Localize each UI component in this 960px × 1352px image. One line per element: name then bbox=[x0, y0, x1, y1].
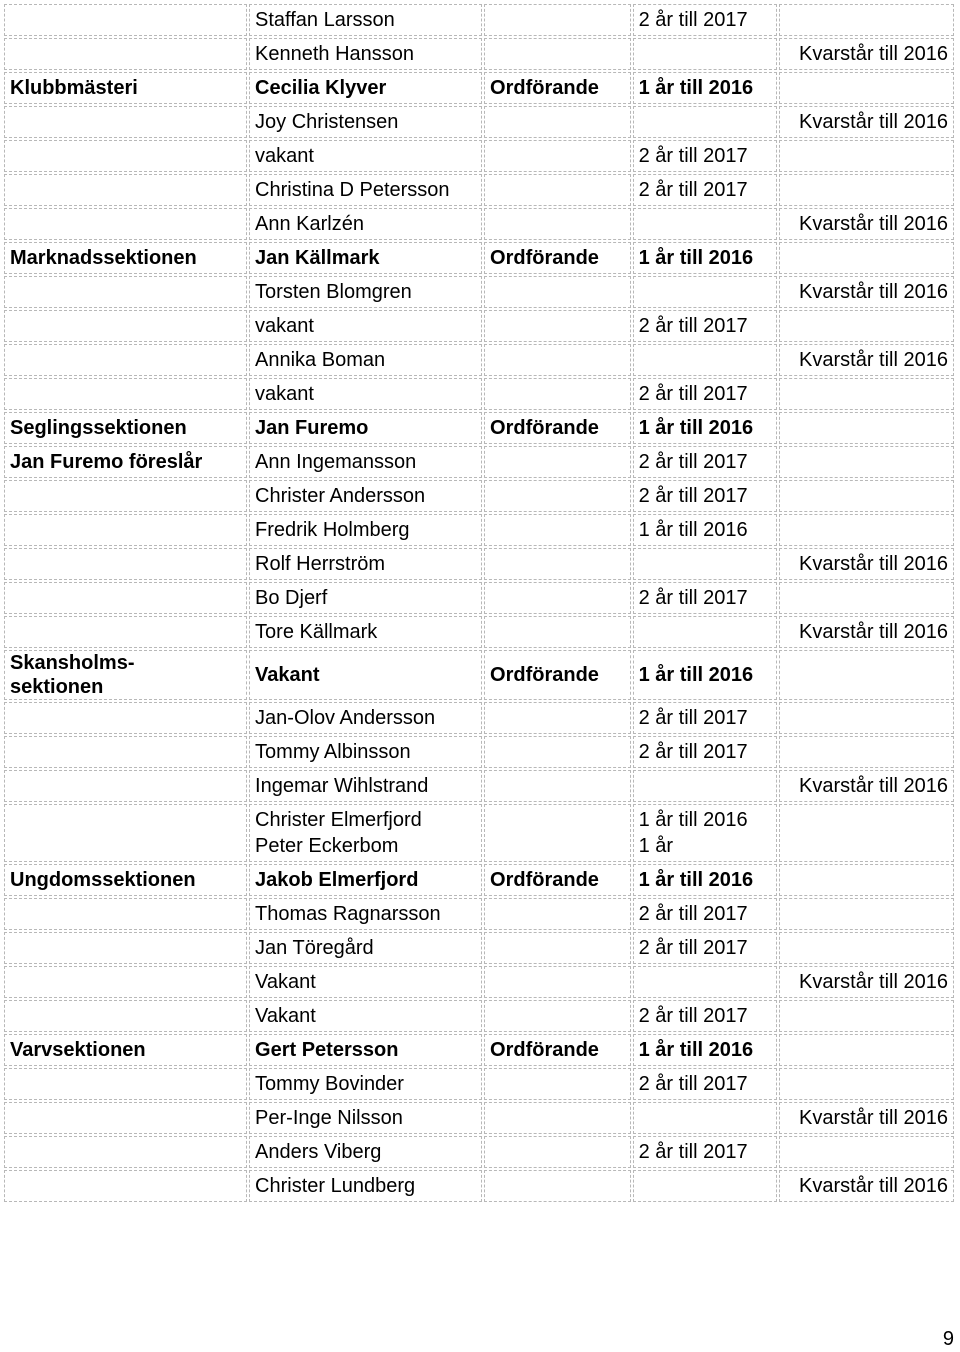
section-cell bbox=[4, 344, 247, 376]
section-cell: Marknadssektionen bbox=[4, 242, 247, 274]
status-cell: Kvarstår till 2016 bbox=[779, 770, 954, 802]
member-name-cell: Tommy Bovinder bbox=[249, 1068, 482, 1100]
member-name-cell: Jan Furemo bbox=[249, 412, 482, 444]
term-cell: 1 år till 2016 bbox=[633, 864, 778, 896]
section-cell bbox=[4, 582, 247, 614]
section-cell bbox=[4, 966, 247, 998]
term-cell: 2 år till 2017 bbox=[633, 932, 778, 964]
member-name-cell: Tommy Albinsson bbox=[249, 736, 482, 768]
section-cell: Seglingssektionen bbox=[4, 412, 247, 444]
term-cell: 2 år till 2017 bbox=[633, 898, 778, 930]
status-cell bbox=[779, 140, 954, 172]
status-cell: Kvarstår till 2016 bbox=[779, 1102, 954, 1134]
roster-row bbox=[4, 702, 954, 734]
section-cell bbox=[4, 38, 247, 70]
status-cell bbox=[779, 1000, 954, 1032]
section-cell bbox=[4, 548, 247, 580]
role-cell bbox=[484, 1136, 631, 1168]
term-cell: 1 år till 2016 bbox=[633, 650, 778, 700]
term-cell bbox=[633, 344, 778, 376]
roster-row bbox=[4, 1102, 954, 1134]
role-cell: Ordförande bbox=[484, 412, 631, 444]
status-cell bbox=[779, 72, 954, 104]
member-name-cell: Ingemar Wihlstrand bbox=[249, 770, 482, 802]
status-cell: Kvarstår till 2016 bbox=[779, 966, 954, 998]
member-name-cell: Rolf Herrström bbox=[249, 548, 482, 580]
section-cell bbox=[4, 310, 247, 342]
status-cell: Kvarstår till 2016 bbox=[779, 1170, 954, 1202]
role-cell bbox=[484, 378, 631, 410]
section-cell bbox=[4, 174, 247, 206]
status-cell bbox=[779, 514, 954, 546]
role-cell bbox=[484, 344, 631, 376]
section-cell: Klubbmästeri bbox=[4, 72, 247, 104]
term-cell: 1 år till 2016 bbox=[633, 242, 778, 274]
status-cell: Kvarstår till 2016 bbox=[779, 106, 954, 138]
status-cell: Kvarstår till 2016 bbox=[779, 208, 954, 240]
status-cell bbox=[779, 242, 954, 274]
roster-row bbox=[4, 72, 954, 104]
term-cell bbox=[633, 208, 778, 240]
member-name-cell: Vakant bbox=[249, 1000, 482, 1032]
role-cell bbox=[484, 616, 631, 648]
section-cell bbox=[4, 106, 247, 138]
roster-row bbox=[4, 38, 954, 70]
member-name-cell: Kenneth Hansson bbox=[249, 38, 482, 70]
member-name-cell: Jan Källmark bbox=[249, 242, 482, 274]
status-cell: Kvarstår till 2016 bbox=[779, 38, 954, 70]
status-cell bbox=[779, 378, 954, 410]
member-name-cell: Christer Andersson bbox=[249, 480, 482, 512]
member-name-cell: Fredrik Holmberg bbox=[249, 514, 482, 546]
term-cell bbox=[633, 616, 778, 648]
roster-row bbox=[4, 864, 954, 896]
term-cell: 2 år till 2017 bbox=[633, 1136, 778, 1168]
role-cell: Ordförande bbox=[484, 1034, 631, 1066]
status-cell: Kvarstår till 2016 bbox=[779, 616, 954, 648]
term-cell bbox=[633, 1170, 778, 1202]
role-cell bbox=[484, 804, 631, 862]
member-name-cell: Ann Ingemansson bbox=[249, 446, 482, 478]
role-cell bbox=[484, 514, 631, 546]
member-name-cell: Torsten Blomgren bbox=[249, 276, 482, 308]
roster-row bbox=[4, 898, 954, 930]
roster-row bbox=[4, 344, 954, 376]
role-cell bbox=[484, 38, 631, 70]
roster-row bbox=[4, 650, 954, 700]
member-name-cell: vakant bbox=[249, 378, 482, 410]
member-name-cell: Vakant bbox=[249, 650, 482, 700]
section-cell bbox=[4, 4, 247, 36]
role-cell: Ordförande bbox=[484, 650, 631, 700]
section-cell bbox=[4, 1170, 247, 1202]
status-cell bbox=[779, 582, 954, 614]
section-cell bbox=[4, 804, 247, 862]
roster-row bbox=[4, 1000, 954, 1032]
status-cell bbox=[779, 702, 954, 734]
role-cell bbox=[484, 582, 631, 614]
roster-row bbox=[4, 140, 954, 172]
role-cell bbox=[484, 276, 631, 308]
roster-row bbox=[4, 412, 954, 444]
member-name-cell: Jakob Elmerfjord bbox=[249, 864, 482, 896]
term-cell: 2 år till 2017 bbox=[633, 736, 778, 768]
roster-row bbox=[4, 106, 954, 138]
term-cell bbox=[633, 966, 778, 998]
section-cell bbox=[4, 702, 247, 734]
status-cell bbox=[779, 1136, 954, 1168]
term-cell: 1 år till 2016 1 år bbox=[633, 804, 778, 862]
status-cell bbox=[779, 4, 954, 36]
roster-row bbox=[4, 736, 954, 768]
member-name-cell: Thomas Ragnarsson bbox=[249, 898, 482, 930]
roster-row bbox=[4, 548, 954, 580]
member-name-cell: Jan-Olov Andersson bbox=[249, 702, 482, 734]
member-name-cell: vakant bbox=[249, 310, 482, 342]
term-cell: 2 år till 2017 bbox=[633, 174, 778, 206]
member-name-cell: Joy Christensen bbox=[249, 106, 482, 138]
term-cell bbox=[633, 770, 778, 802]
status-cell bbox=[779, 898, 954, 930]
member-name-cell: Christina D Petersson bbox=[249, 174, 482, 206]
role-cell bbox=[484, 702, 631, 734]
section-cell bbox=[4, 208, 247, 240]
role-cell: Ordförande bbox=[484, 72, 631, 104]
term-cell: 2 år till 2017 bbox=[633, 702, 778, 734]
role-cell: Ordförande bbox=[484, 864, 631, 896]
roster-row bbox=[4, 770, 954, 802]
section-cell bbox=[4, 140, 247, 172]
section-cell bbox=[4, 1000, 247, 1032]
section-cell bbox=[4, 616, 247, 648]
section-cell bbox=[4, 1102, 247, 1134]
roster-row bbox=[4, 1068, 954, 1100]
role-cell bbox=[484, 770, 631, 802]
role-cell bbox=[484, 736, 631, 768]
term-cell: 2 år till 2017 bbox=[633, 140, 778, 172]
role-cell bbox=[484, 1000, 631, 1032]
roster-row bbox=[4, 966, 954, 998]
member-name-cell: Christer Lundberg bbox=[249, 1170, 482, 1202]
term-cell: 1 år till 2016 bbox=[633, 72, 778, 104]
member-name-cell: Annika Boman bbox=[249, 344, 482, 376]
section-cell bbox=[4, 898, 247, 930]
term-cell: 2 år till 2017 bbox=[633, 1000, 778, 1032]
roster-row bbox=[4, 4, 954, 36]
roster-body bbox=[4, 4, 954, 1202]
term-cell bbox=[633, 38, 778, 70]
member-name-cell: Vakant bbox=[249, 966, 482, 998]
member-name-cell: Bo Djerf bbox=[249, 582, 482, 614]
roster-table bbox=[2, 2, 956, 1204]
section-cell bbox=[4, 1136, 247, 1168]
section-cell bbox=[4, 276, 247, 308]
role-cell: Ordförande bbox=[484, 242, 631, 274]
status-cell bbox=[779, 446, 954, 478]
section-cell: Ungdomssektionen bbox=[4, 864, 247, 896]
roster-row bbox=[4, 1136, 954, 1168]
roster-row bbox=[4, 480, 954, 512]
member-name-cell: vakant bbox=[249, 140, 482, 172]
role-cell bbox=[484, 1102, 631, 1134]
role-cell bbox=[484, 932, 631, 964]
roster-row bbox=[4, 446, 954, 478]
status-cell bbox=[779, 174, 954, 206]
term-cell: 2 år till 2017 bbox=[633, 446, 778, 478]
term-cell bbox=[633, 1102, 778, 1134]
roster-row bbox=[4, 378, 954, 410]
role-cell bbox=[484, 208, 631, 240]
status-cell: Kvarstår till 2016 bbox=[779, 276, 954, 308]
roster-row bbox=[4, 310, 954, 342]
section-cell: Varvsektionen bbox=[4, 1034, 247, 1066]
member-name-cell: Per-Inge Nilsson bbox=[249, 1102, 482, 1134]
status-cell bbox=[779, 736, 954, 768]
role-cell bbox=[484, 480, 631, 512]
status-cell: Kvarstår till 2016 bbox=[779, 548, 954, 580]
role-cell bbox=[484, 310, 631, 342]
roster-row bbox=[4, 1034, 954, 1066]
member-name-cell: Staffan Larsson bbox=[249, 4, 482, 36]
role-cell bbox=[484, 4, 631, 36]
section-cell bbox=[4, 480, 247, 512]
roster-row bbox=[4, 582, 954, 614]
roster-row bbox=[4, 174, 954, 206]
role-cell bbox=[484, 548, 631, 580]
roster-row bbox=[4, 276, 954, 308]
roster-row bbox=[4, 208, 954, 240]
status-cell bbox=[779, 412, 954, 444]
term-cell: 1 år till 2016 bbox=[633, 514, 778, 546]
section-cell bbox=[4, 932, 247, 964]
section-cell: Skansholms- sektionen bbox=[4, 650, 247, 700]
term-cell: 2 år till 2017 bbox=[633, 4, 778, 36]
term-cell: 1 år till 2016 bbox=[633, 1034, 778, 1066]
term-cell bbox=[633, 548, 778, 580]
role-cell bbox=[484, 140, 631, 172]
status-cell bbox=[779, 1034, 954, 1066]
section-cell bbox=[4, 770, 247, 802]
term-cell: 2 år till 2017 bbox=[633, 582, 778, 614]
member-name-cell: Gert Petersson bbox=[249, 1034, 482, 1066]
status-cell bbox=[779, 650, 954, 700]
role-cell bbox=[484, 106, 631, 138]
member-name-cell: Christer Elmerfjord Peter Eckerbom bbox=[249, 804, 482, 862]
role-cell bbox=[484, 446, 631, 478]
term-cell bbox=[633, 276, 778, 308]
term-cell: 1 år till 2016 bbox=[633, 412, 778, 444]
term-cell: 2 år till 2017 bbox=[633, 378, 778, 410]
status-cell bbox=[779, 932, 954, 964]
role-cell bbox=[484, 1068, 631, 1100]
roster-row bbox=[4, 804, 954, 862]
section-cell bbox=[4, 736, 247, 768]
member-name-cell: Tore Källmark bbox=[249, 616, 482, 648]
term-cell: 2 år till 2017 bbox=[633, 1068, 778, 1100]
status-cell bbox=[779, 480, 954, 512]
status-cell bbox=[779, 310, 954, 342]
section-cell bbox=[4, 378, 247, 410]
role-cell bbox=[484, 898, 631, 930]
section-cell: Jan Furemo föreslår bbox=[4, 446, 247, 478]
status-cell bbox=[779, 804, 954, 862]
page-number: 9 bbox=[942, 1328, 954, 1350]
member-name-cell: Ann Karlzén bbox=[249, 208, 482, 240]
term-cell: 2 år till 2017 bbox=[633, 480, 778, 512]
status-cell bbox=[779, 1068, 954, 1100]
roster-row bbox=[4, 616, 954, 648]
status-cell: Kvarstår till 2016 bbox=[779, 344, 954, 376]
member-name-cell: Anders Viberg bbox=[249, 1136, 482, 1168]
member-name-cell: Jan Töregård bbox=[249, 932, 482, 964]
term-cell: 2 år till 2017 bbox=[633, 310, 778, 342]
roster-row bbox=[4, 514, 954, 546]
status-cell bbox=[779, 864, 954, 896]
section-cell bbox=[4, 1068, 247, 1100]
roster-row bbox=[4, 932, 954, 964]
role-cell bbox=[484, 174, 631, 206]
member-name-cell: Cecilia Klyver bbox=[249, 72, 482, 104]
roster-row bbox=[4, 1170, 954, 1202]
roster-row bbox=[4, 242, 954, 274]
role-cell bbox=[484, 966, 631, 998]
term-cell bbox=[633, 106, 778, 138]
section-cell bbox=[4, 514, 247, 546]
role-cell bbox=[484, 1170, 631, 1202]
